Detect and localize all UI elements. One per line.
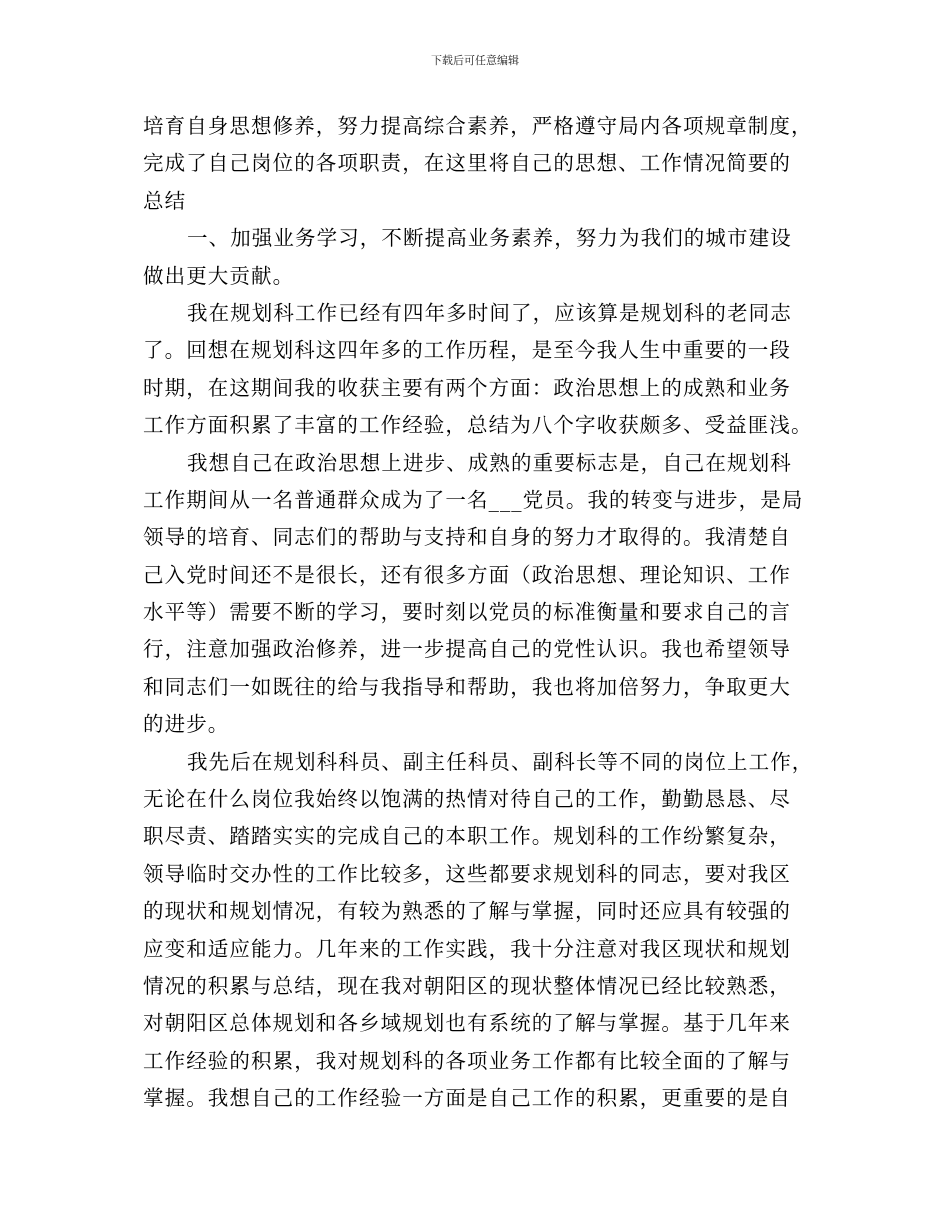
text-line: 领导临时交办性的工作比较多，这些都要求规划科的同志，要对我区 xyxy=(143,861,791,886)
text-line: 应变和适应能力。几年来的工作实践，我十分注意对我区现状和规划 xyxy=(143,936,791,961)
text-line: 领导的培育、同志们的帮助与支持和自身的努力才取得的。我清楚自 xyxy=(143,525,791,550)
text-line: 工作期间从一名普通群众成为了一名___党员。我的转变与进步，是局 xyxy=(143,487,804,512)
text-line: 完成了自己岗位的各项职责，在这里将自己的思想、工作情况简要的 xyxy=(143,151,791,176)
text-line: 了。回想在规划科这四年多的工作历程，是至今我人生中重要的一段 xyxy=(143,338,791,363)
text-line: 对朝阳区总体规划和各乡域规划也有系统的了解与掌握。基于几年来 xyxy=(143,1011,791,1036)
text-line: 工作方面积累了丰富的工作经验，总结为八个字收获颇多、受益匪浅。 xyxy=(143,413,813,438)
text-line: 和同志们一如既往的给与我指导和帮助，我也将加倍努力，争取更大 xyxy=(143,674,791,699)
text-line: 时期，在这期间我的收获主要有两个方面：政治思想上的成熟和业务 xyxy=(143,375,791,400)
text-line: 己入党时间还不是很长，还有很多方面（政治思想、理论知识、工作 xyxy=(143,562,791,587)
page-header: 下载后可任意编辑 xyxy=(431,54,519,67)
text-line: 做出更大贡献。 xyxy=(143,263,295,288)
section-heading: 一、加强业务学习，不断提高业务素养，努力为我们的城市建设 xyxy=(187,226,792,251)
paragraph-start: 我先后在规划科科员、副主任科员、副科长等不同的岗位上工作， xyxy=(187,749,814,774)
text-line: 工作经验的积累，我对规划科的各项业务工作都有比较全面的了解与 xyxy=(143,1048,791,1073)
text-line: 情况的积累与总结，现在我对朝阳区的现状整体情况已经比较熟悉， xyxy=(143,973,791,998)
text-line: 职尽责、踏踏实实的完成自己的本职工作。规划科的工作纷繁复杂， xyxy=(143,824,791,849)
text-line: 掌握。我想自己的工作经验一方面是自己工作的积累，更重要的是自 xyxy=(143,1086,791,1111)
paragraph-start: 我在规划科工作已经有四年多时间了，应该算是规划科的老同志 xyxy=(187,300,792,325)
text-line: 的现状和规划情况，有较为熟悉的了解与掌握，同时还应具有较强的 xyxy=(143,899,791,924)
text-line: 的进步。 xyxy=(143,712,230,737)
text-line: 水平等）需要不断的学习，要时刻以党员的标准衡量和要求自己的言 xyxy=(143,600,791,625)
text-line: 行，注意加强政治修养，进一步提高自己的党性认识。我也希望领导 xyxy=(143,637,791,662)
paragraph-start: 我想自己在政治思想上进步、成熟的重要标志是，自己在规划科 xyxy=(187,450,792,475)
document-body xyxy=(143,108,814,1118)
text-line: 培育自身思想修养，努力提高综合素养，严格遵守局内各项规章制度， xyxy=(143,114,813,138)
text-line: 总结 xyxy=(143,188,187,213)
text-line: 无论在什么岗位我始终以饱满的热情对待自己的工作，勤勤恳恳、尽 xyxy=(143,787,791,812)
